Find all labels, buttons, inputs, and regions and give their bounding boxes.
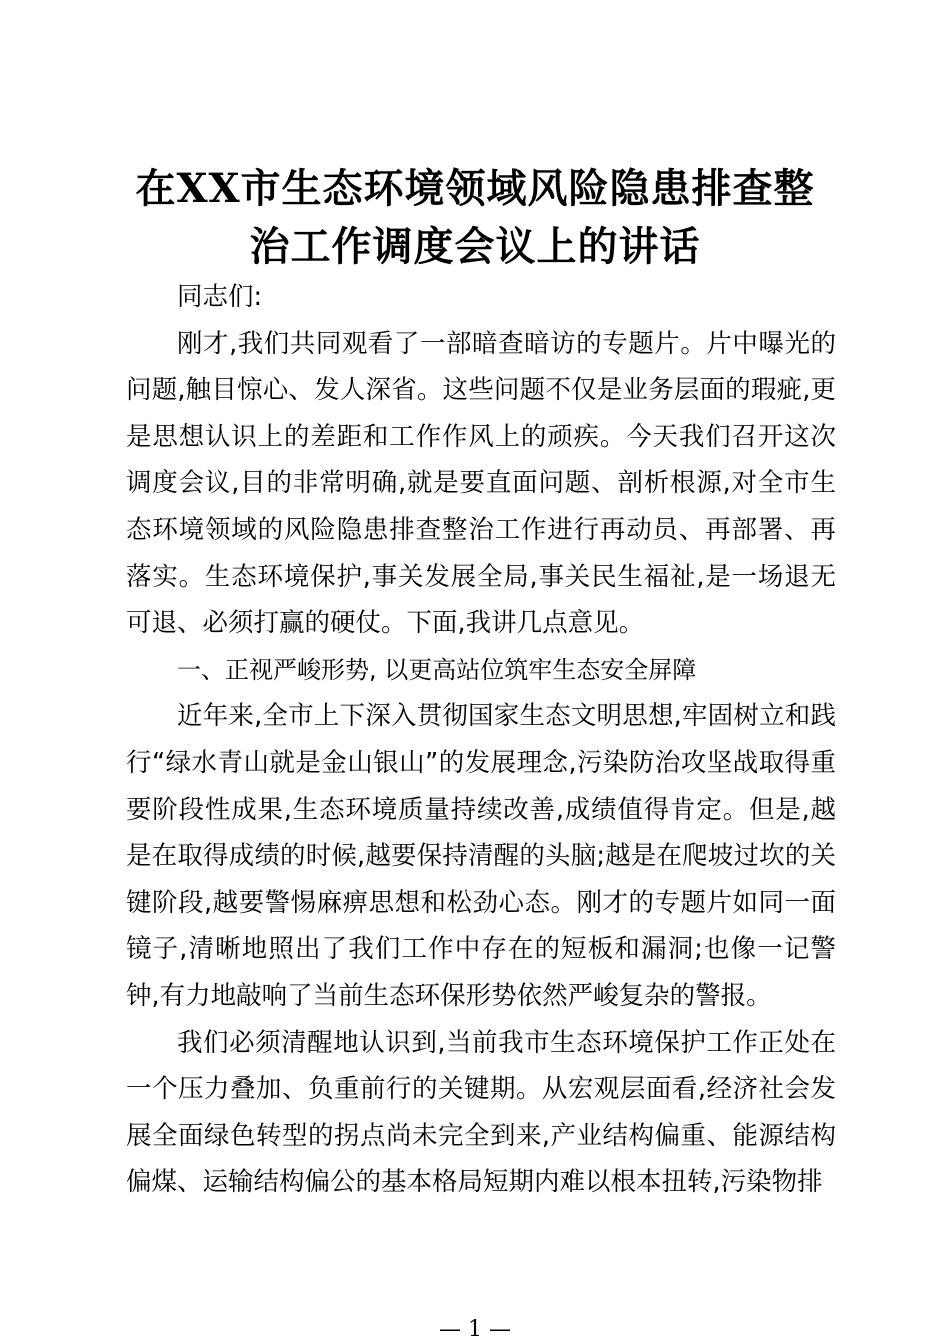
paragraph-situation: 近年来,全市上下深入贯彻国家生态文明思想,牢固树立和践行“绿水青山就是金山银山”的发展理念,污染防治攻坚战取得重要阶段性成果,生态环境质量持续改善,成绩值得肯定。但是,越是在取得成绩的时候,越要保持清醒的头脑;越是在爬坡过坎的关键阶段,越要警惕麻痹思想和松劲心态。刚才的专题片如同一面镜子,清晰地照出了我们工作中存在的短板和漏洞;也像一记警钟,有力地敲响了当前生态环保形势依然严峻复杂的警报。 — [126, 701, 836, 1011]
title-line-2: 治工作调度会议上的讲话 — [249, 223, 701, 270]
title-line-1: 在XX市生态环境领域风险隐患排查整 — [135, 165, 815, 212]
page-number: — 1 — — [439, 1317, 511, 1342]
document-body — [126, 274, 836, 1206]
section-heading-1: 一、正视严峻形势, 以更高站位筑牢生态安全屏障 — [177, 655, 697, 684]
greeting: 同志们: — [177, 282, 263, 312]
paragraph-awareness: 我们必须清醒地认识到,当前我市生态环境保护工作正处在一个压力叠加、负重前行的关键期。从宏观层面看,经济社会发展全面绿色转型的拐点尚未完全到来,产业结构偏重、能源结构偏煤、运输结构偏公的基本格局短期内难以根本扭转,污染物排 — [126, 1027, 836, 1198]
document-title — [120, 160, 830, 276]
paragraph-intro: 刚才,我们共同观看了一部暗查暗访的专题片。片中曝光的问题,触目惊心、发人深省。这些问题不仅是业务层面的瑕疵,更是思想认识上的差距和工作作风上的顽疾。今天我们召开这次调度会议,目的非常明确,就是要直面问题、剖析根源,对全市生态环境领域的风险隐患排查整治工作进行再动员、再部署、再落实。生态环境保护,事关发展全局,事关民生福祉,是一场退无可退、必须打赢的硬仗。下面,我讲几点意见。 — [126, 328, 836, 639]
